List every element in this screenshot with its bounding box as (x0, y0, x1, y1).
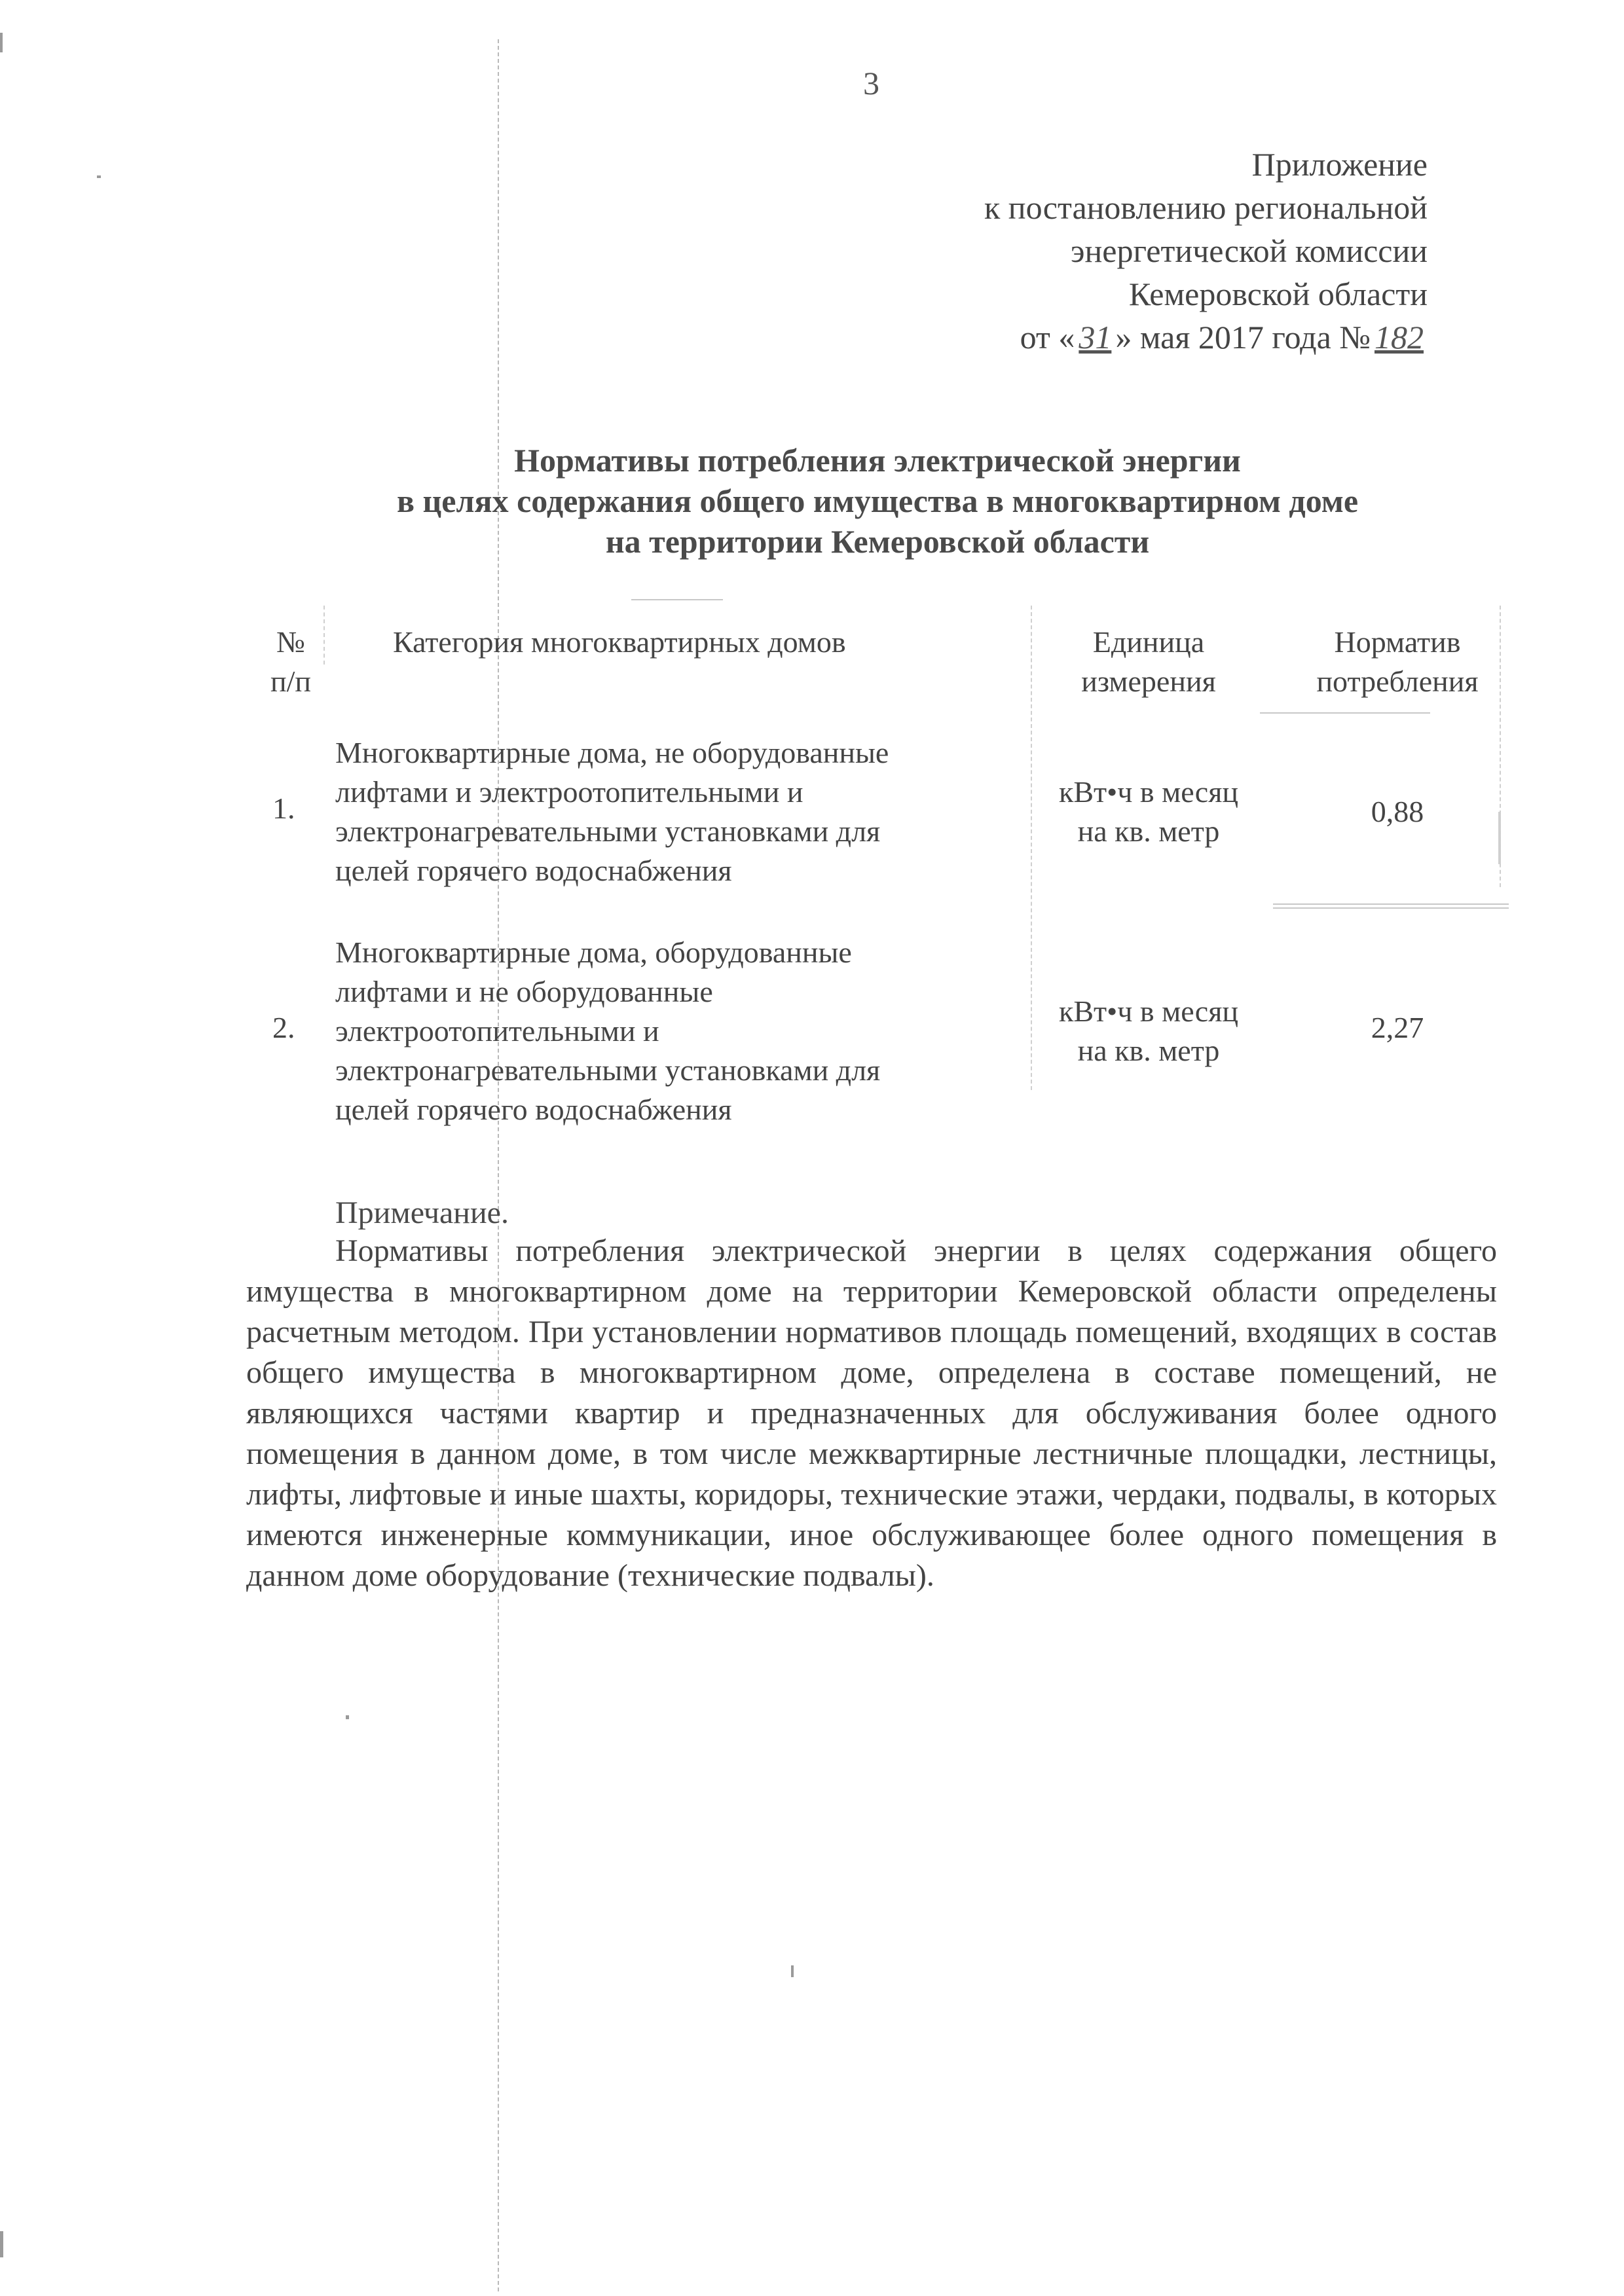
title-line: Нормативы потребления электрической энергии (514, 442, 1241, 479)
date-middle: » мая 2017 года № (1115, 319, 1371, 355)
date-day: 31 (1079, 319, 1112, 355)
appendix-line: Приложение (1251, 146, 1428, 183)
scan-speck (346, 1715, 349, 1719)
title-line: на территории Кемеровской области (605, 523, 1150, 560)
appendix-header (773, 143, 1428, 359)
scan-speck (791, 1965, 794, 1977)
row-norm: 2,27 (1371, 1011, 1424, 1044)
header-category: Категория многоквартирных домов (393, 625, 846, 659)
title-line: в целях содержания общего имущества в многоквартирном доме (396, 483, 1359, 519)
table-border (1260, 712, 1430, 714)
header-number: № п/п (270, 625, 311, 698)
row-number: 2. (272, 1011, 295, 1044)
row-unit: кВт•ч в месяц на кв. метр (1059, 775, 1238, 848)
scan-edge-mark (0, 33, 3, 52)
note-label: Примечание. (335, 1195, 509, 1230)
appendix-line: Кемеровской области (1128, 276, 1428, 312)
table-border (1273, 907, 1509, 909)
scan-speck (97, 175, 101, 178)
row-norm: 0,88 (1371, 795, 1424, 828)
row-category: Многоквартирные дома, не оборудованные лифтами и электроотопительными и электронагревательными установками для целей горячего водоснабжения (335, 736, 889, 887)
header-unit: Единица измерения (1081, 625, 1216, 698)
scan-edge-mark (0, 2231, 3, 2257)
row-category: Многоквартирные дома, оборудованные лифтами и не оборудованные электроотопительными и электронагревательными установками для целей горячего водоснабжения (335, 936, 881, 1126)
document-title (275, 440, 1480, 562)
norms-table (265, 599, 1509, 1169)
appendix-line: энергетической комиссии (1071, 232, 1428, 269)
row-number: 1. (272, 792, 295, 825)
page-number: 3 (863, 65, 879, 101)
document-number: 182 (1375, 319, 1424, 355)
date-prefix: от « (1020, 319, 1075, 355)
appendix-date-line (773, 316, 1428, 359)
header-norm: Норматив потребления (1316, 625, 1479, 698)
table-border (631, 599, 723, 600)
table-border (323, 606, 325, 665)
table-border (1273, 903, 1509, 905)
appendix-line: к постановлению региональной (984, 189, 1428, 226)
row-unit: кВт•ч в месяц на кв. метр (1059, 994, 1238, 1067)
note-paragraph: Нормативы потребления электрической энергии в целях содержания общего имущества в многоквартирном доме на территории Кемеровской области определены расчетным методом. При установлении нормативов площадь помещений, входящих в состав общего имущества в многоквартирном доме, определена в составе помещений, не являющихся частями квартир и предназначенных для обслуживания более одного помещения в данном доме, в том числе межквартирные лестничные площадки, лестницы, лифты, лифтовые и иные шахты, коридоры, технические этажи, чердаки, подвалы, в которых имеются инженерные коммуникации, иное обслуживающее более одного помещения в данном доме оборудование (технические подвалы). (246, 1233, 1497, 1593)
